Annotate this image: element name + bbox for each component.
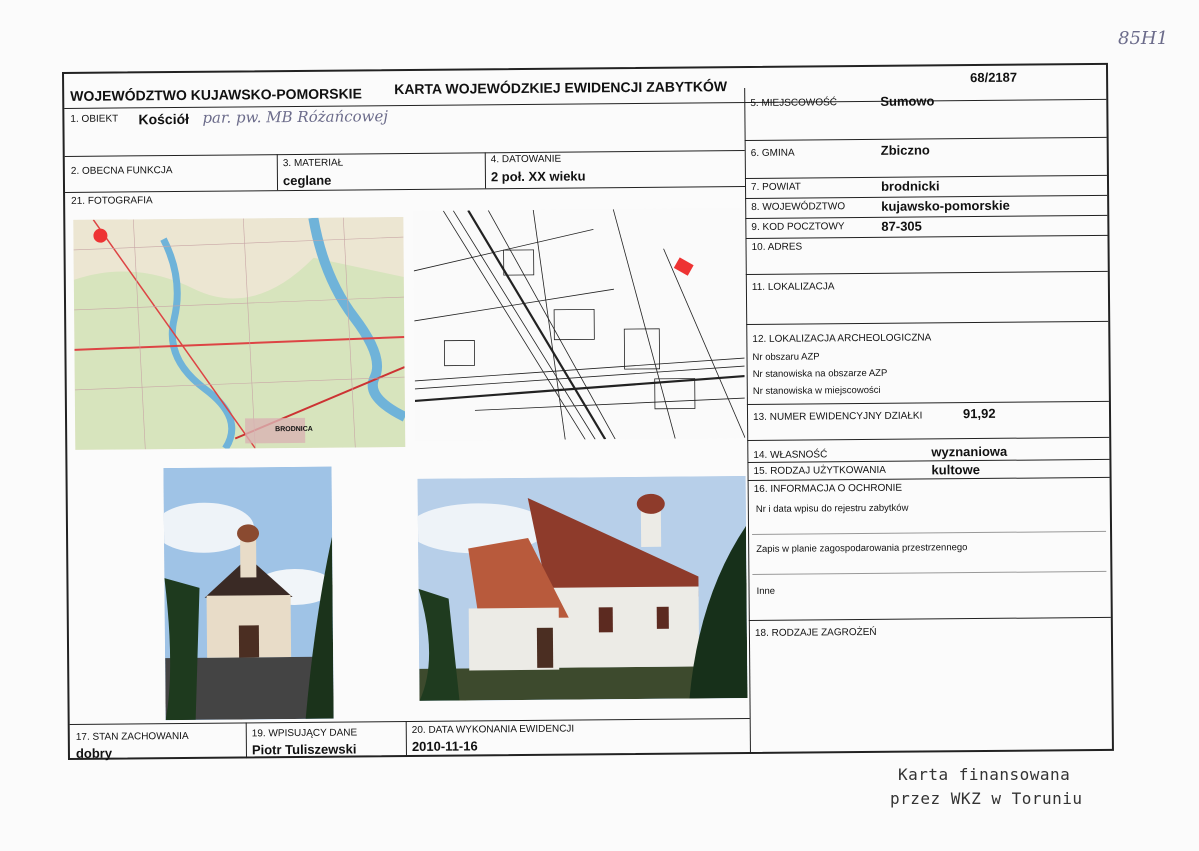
stan-label: 17. STAN ZACHOWANIA xyxy=(75,730,189,743)
data-label: 20. DATA WYKONANIA EWIDENCJI xyxy=(411,723,575,736)
kod-label: 9. KOD POCZTOWY xyxy=(751,221,845,233)
powiat-label: 7. POWIAT xyxy=(750,181,801,193)
ochrona-line-1: Nr i data wpisu do rejestru zabytków xyxy=(755,502,909,515)
archeo-line-3: Nr stanowiska w miejscowości xyxy=(752,384,881,397)
wpisujacy-value: Piotr Tuliszewski xyxy=(251,741,357,758)
zagrozenia-label: 18. RODZAJE ZAGROŻEŃ xyxy=(754,626,877,639)
obiekt-value: Kościół xyxy=(138,110,190,128)
church-front-photo xyxy=(163,467,333,720)
wojewodztwo-value: kujawsko-pomorskie xyxy=(881,197,1010,214)
adres-label: 10. ADRES xyxy=(751,241,803,253)
archeo-label: 12. LOKALIZACJA ARCHEOLOGICZNA xyxy=(752,332,932,345)
powiat-value: brodnicki xyxy=(880,178,940,194)
ochrona-line-2: Zapis w planie zagospodarowania przestrzennego xyxy=(756,542,968,555)
ochrona-line-3: Inne xyxy=(756,585,776,597)
obiekt-handwritten: par. pw. MB Różańcowej xyxy=(202,107,389,127)
obiekt-label: 1. OBIEKT xyxy=(70,113,119,125)
gmina-value: Zbiczno xyxy=(880,142,930,158)
ochrona-label: 16. INFORMACJA O OCHRONIE xyxy=(753,482,903,495)
datowanie-value: 2 poł. XX wieku xyxy=(490,168,586,185)
cadastral-map xyxy=(413,208,745,441)
funding-stamp-line-2: przez WKZ w Toruniu xyxy=(890,789,1083,808)
wpisujacy-label: 19. WPISUJĄCY DANE xyxy=(251,727,358,740)
dzialka-value: 91,92 xyxy=(962,405,996,422)
dzialka-label: 13. NUMER EWIDENCYJNY DZIAŁKI xyxy=(752,410,923,423)
card-title: KARTA WOJEWÓDZKIEJ EWIDENCJI ZABYTKÓW xyxy=(394,78,728,98)
archeo-line-1: Nr obszaru AZP xyxy=(752,351,820,363)
map-town-label: BRODNICA xyxy=(275,425,313,434)
uzytkowanie-label: 15. RODZAJ UŻYTKOWANIA xyxy=(753,464,886,477)
church-side-photo xyxy=(418,476,748,701)
funding-stamp-line-1: Karta finansowana xyxy=(898,765,1071,784)
card-number: 68/2187 xyxy=(970,69,1018,86)
material-value: ceglane xyxy=(282,172,332,189)
fotografia-label: 21. FOTOGRAFIA xyxy=(71,195,153,207)
uzytkowanie-value: kultowe xyxy=(931,462,980,478)
corner-note: 85H1 xyxy=(1118,28,1169,49)
region-title: WOJEWÓDZTWO KUJAWSKO-POMORSKIE xyxy=(70,85,362,104)
miejscowosc-label: 5. MIEJSCOWOŚĆ xyxy=(750,97,838,109)
gmina-label: 6. GMINA xyxy=(750,147,795,159)
topographic-map xyxy=(73,217,405,450)
datowanie-label: 4. DATOWANIE xyxy=(490,153,562,166)
wlasnosc-value: wyznaniowa xyxy=(931,443,1008,460)
data-value: 2010-11-16 xyxy=(411,738,478,754)
wojewodztwo-label: 8. WOJEWÓDZTWO xyxy=(751,201,846,213)
lokalizacja-label: 11. LOKALIZACJA xyxy=(751,281,835,293)
stan-value: dobry xyxy=(75,745,113,761)
material-label: 3. MATERIAŁ xyxy=(282,157,344,170)
inventory-card xyxy=(62,63,1114,760)
kod-value: 87-305 xyxy=(881,218,922,234)
archeo-line-2: Nr stanowiska na obszarze AZP xyxy=(752,367,888,380)
funkcja-label: 2. OBECNA FUNKCJA xyxy=(70,165,173,177)
wlasnosc-label: 14. WŁASNOŚĆ xyxy=(753,449,828,461)
miejscowosc-value: Sumowo xyxy=(880,93,935,109)
